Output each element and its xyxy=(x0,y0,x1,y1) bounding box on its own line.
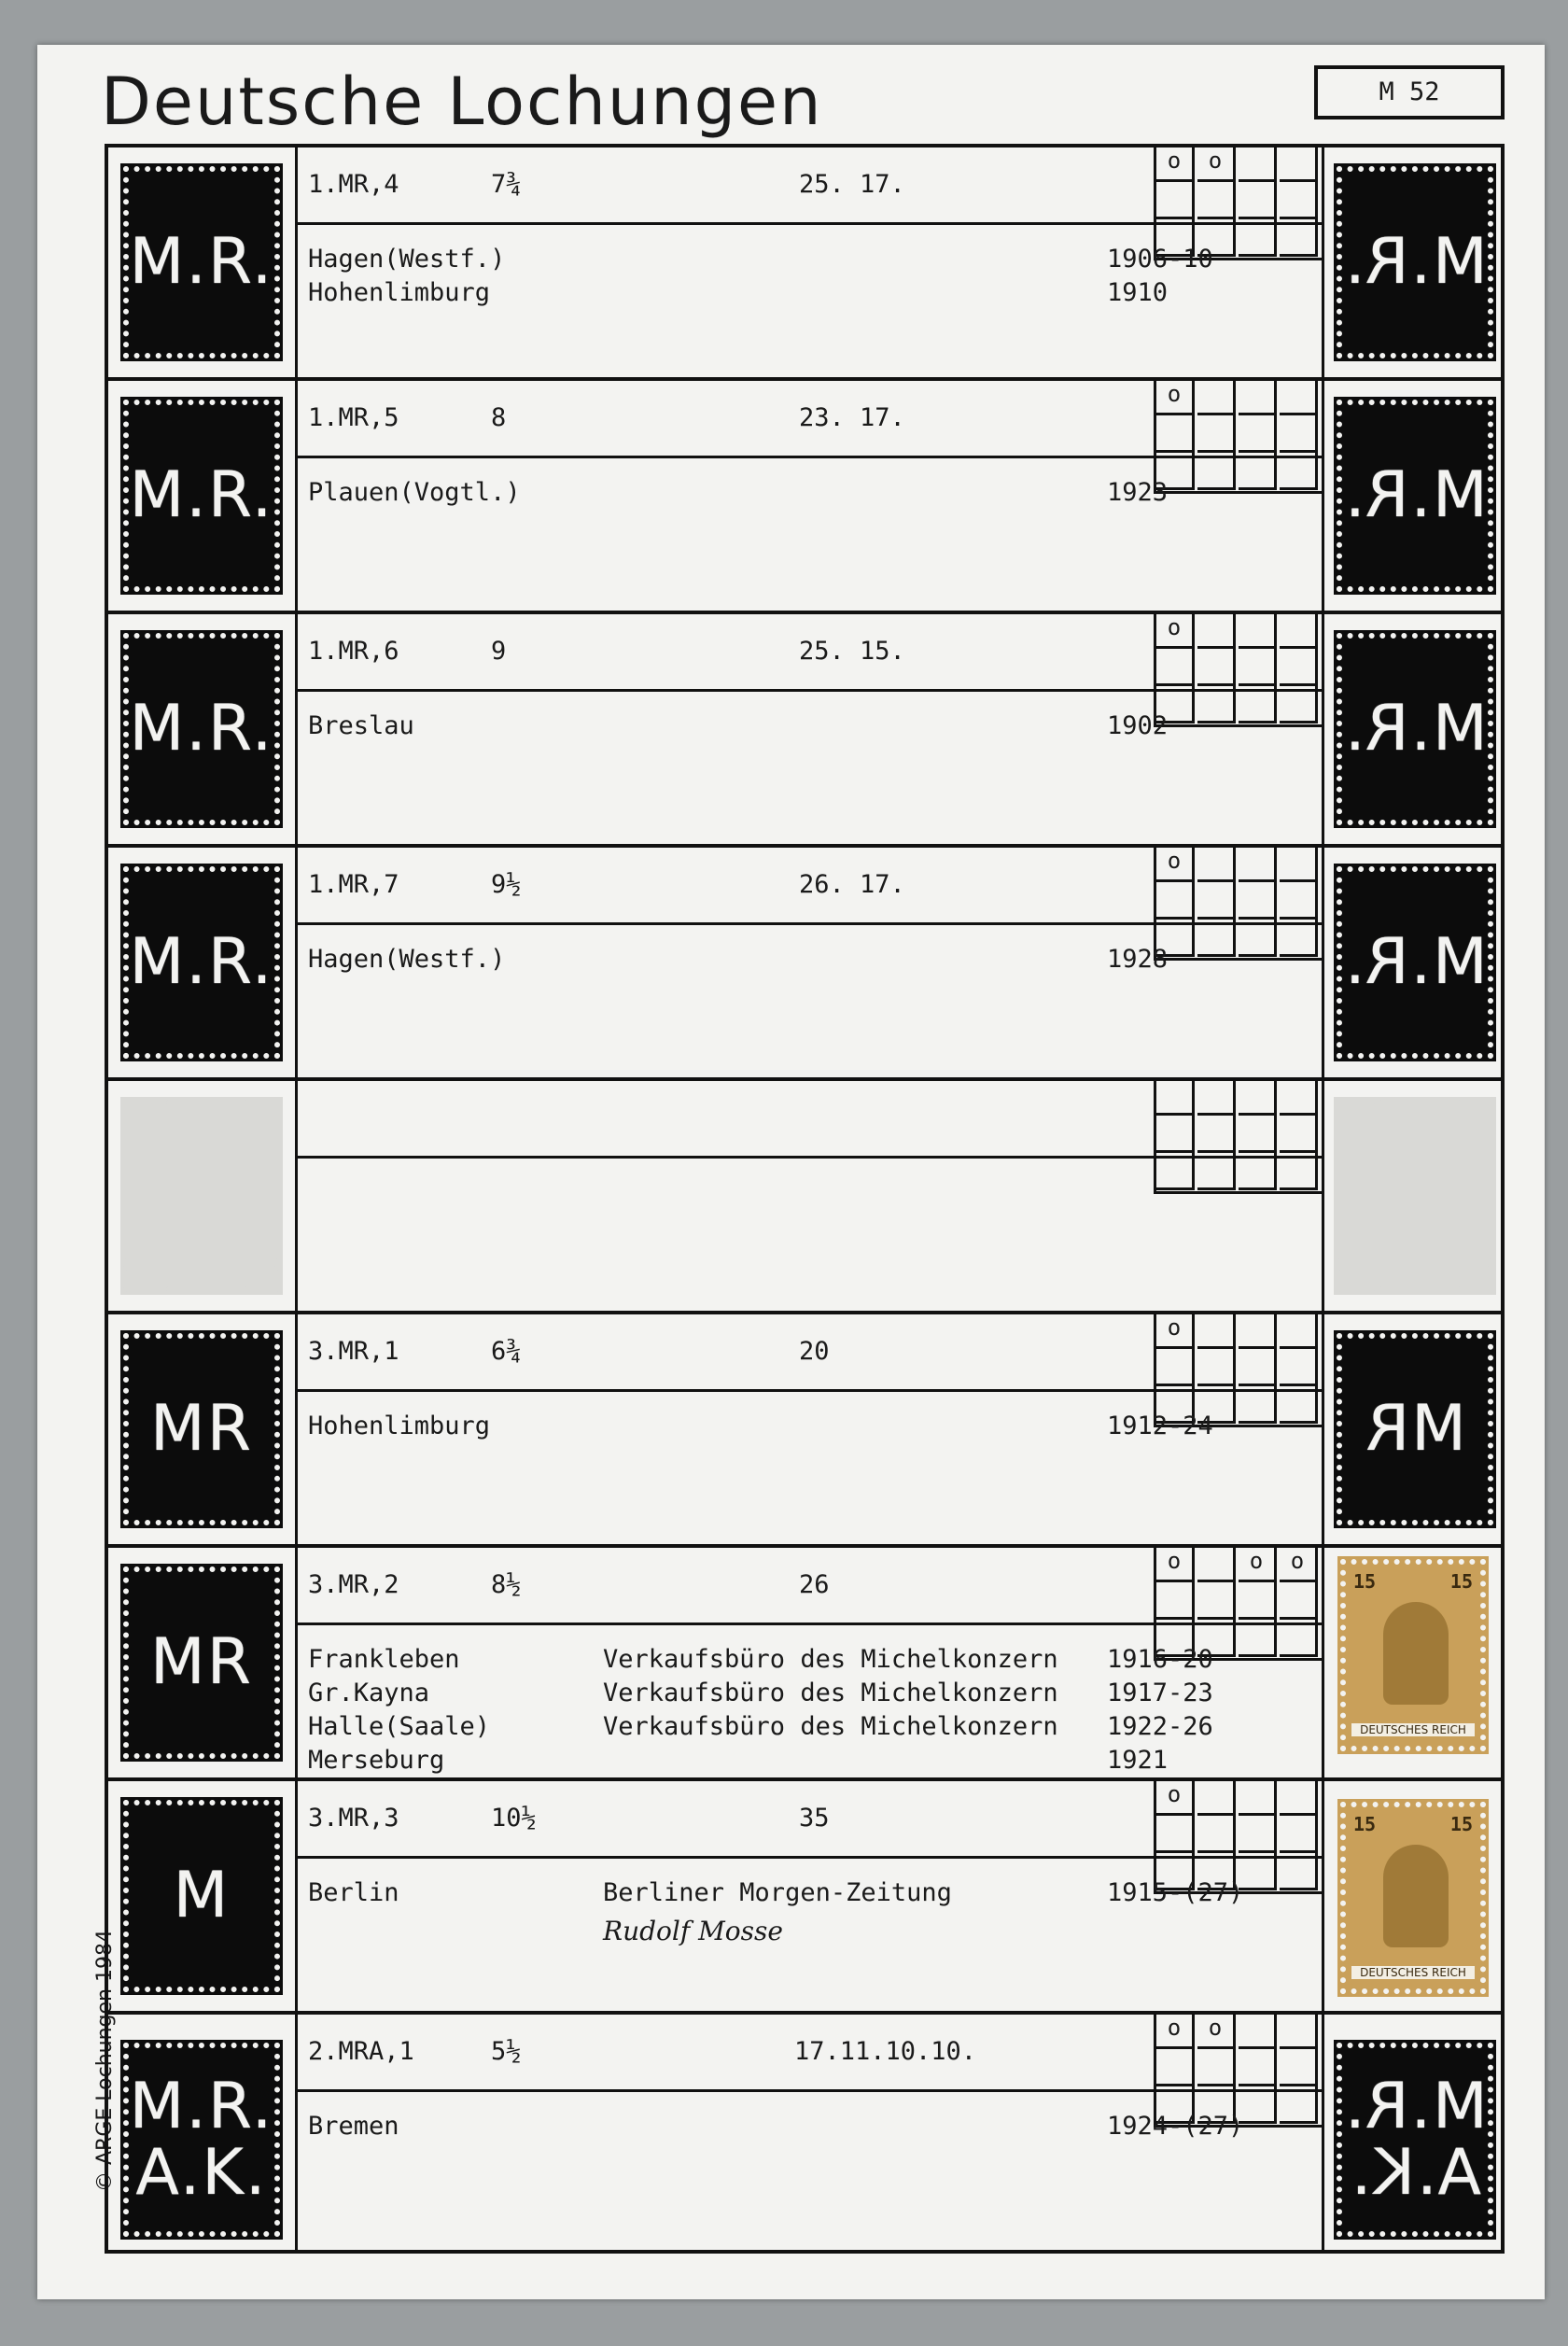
mark-cell xyxy=(1239,452,1277,490)
column-divider xyxy=(1322,2015,1324,2250)
mark-cell: o xyxy=(1197,144,1236,182)
mark-cell xyxy=(1239,648,1277,686)
mark-cell: o xyxy=(1156,1311,1195,1349)
place-years: 1906-10 xyxy=(1107,245,1213,274)
perfin-code: 3.MR,2 xyxy=(308,1570,399,1599)
page-number: M 52 xyxy=(1314,65,1505,119)
column-divider xyxy=(295,148,298,377)
mark-cell: o xyxy=(1156,844,1195,882)
mark-cell xyxy=(1280,685,1318,723)
mark-cell xyxy=(1156,648,1195,686)
mark-cell xyxy=(1280,1077,1318,1116)
table-row xyxy=(108,2015,1501,2250)
place-years: 1915-(27) xyxy=(1107,1878,1244,1907)
mark-cell xyxy=(1156,1152,1195,1190)
mark-cell xyxy=(1239,218,1277,257)
perfin-code: 1.MR,7 xyxy=(308,870,399,899)
place-firm: Verkaufsbüro des Michelkonzern xyxy=(603,1645,1058,1674)
perfin-code: 3.MR,3 xyxy=(308,1804,399,1833)
mark-cell xyxy=(1239,1311,1277,1349)
mark-cell xyxy=(1197,919,1236,957)
perfin-label: M.R. xyxy=(129,458,274,533)
place-town: Plauen(Vogtl.) xyxy=(308,478,521,507)
mark-cell xyxy=(1197,1311,1236,1349)
perfin-code: 1.MR,6 xyxy=(308,637,399,666)
stamp-inscription: DEUTSCHES REICH xyxy=(1351,1966,1475,1979)
mark-cell xyxy=(1197,1152,1236,1190)
table-row xyxy=(108,1314,1501,1548)
place-town: Hohenlimburg xyxy=(308,278,491,307)
mark-cell: o xyxy=(1239,1544,1277,1582)
mark-cell xyxy=(1239,881,1277,920)
place-years: 1916-20 xyxy=(1107,1645,1213,1674)
perfin-stamp-right xyxy=(1337,1333,1493,1525)
perfin-label: M.R. xyxy=(129,925,274,1000)
hole-count: 35 xyxy=(799,1804,830,1833)
mark-cell xyxy=(1280,919,1318,957)
mark-cell xyxy=(1280,648,1318,686)
album-page xyxy=(37,45,1545,2299)
place-years: 1922-26 xyxy=(1107,1712,1213,1741)
mark-cell xyxy=(1156,1581,1195,1620)
perfin-stamp-left xyxy=(123,1333,280,1525)
mark-cell xyxy=(1239,2048,1277,2086)
place-firm: Berliner Morgen-Zeitung xyxy=(603,1878,952,1907)
mark-cell xyxy=(1156,1815,1195,1853)
perfin-label: M.R. xyxy=(129,225,274,300)
perfin-label: M.R. xyxy=(129,692,274,766)
perfin-stamp-right xyxy=(1337,1100,1493,1292)
mark-cell: o xyxy=(1156,1544,1195,1582)
mark-cell xyxy=(1239,1581,1277,1620)
mark-cell: o xyxy=(1197,2011,1236,2049)
perfin-stamp-right xyxy=(1337,2043,1493,2237)
mark-cell xyxy=(1280,1152,1318,1190)
place-town: Hagen(Westf.) xyxy=(308,245,506,274)
table-row xyxy=(108,848,1501,1081)
stamp-inscription: DEUTSCHES REICH xyxy=(1351,1723,1475,1736)
place-years: 1924-(27) xyxy=(1107,2112,1244,2141)
mark-cell xyxy=(1280,881,1318,920)
mark-cell xyxy=(1280,377,1318,415)
mark-cell xyxy=(1197,414,1236,453)
mark-cell xyxy=(1197,377,1236,415)
mark-cell xyxy=(1280,218,1318,257)
perfin-code: 2.MRA,1 xyxy=(308,2037,414,2066)
table-row xyxy=(108,1781,1501,2015)
stamp-value: 15 xyxy=(1353,1570,1377,1593)
mark-cell xyxy=(1156,1115,1195,1153)
place-years: 1917-23 xyxy=(1107,1679,1213,1707)
hole-count: 26 xyxy=(799,1570,830,1599)
mark-cell xyxy=(1197,1777,1236,1816)
mark-cell xyxy=(1280,1348,1318,1386)
mark-cell xyxy=(1239,919,1277,957)
mark-cell: o xyxy=(1156,2011,1195,2049)
perfin-size: 8 xyxy=(491,403,507,432)
mark-cell xyxy=(1239,1777,1277,1816)
mark-cell xyxy=(1280,1115,1318,1153)
table-row xyxy=(108,148,1501,381)
mark-cell: o xyxy=(1156,611,1195,649)
perfin-label-mirrored: M.R. xyxy=(1342,225,1488,300)
mark-cell xyxy=(1239,181,1277,219)
perfin-stamp-left xyxy=(123,1566,280,1759)
hole-count: 17.11.10.10. xyxy=(794,2037,977,2066)
mark-cell xyxy=(1156,414,1195,453)
mark-cell xyxy=(1197,1815,1236,1853)
perfin-label-mirrored: MR xyxy=(1364,1392,1466,1467)
perfin-label-mirrored: M.R. xyxy=(1342,692,1488,766)
mark-cell xyxy=(1280,452,1318,490)
perfin-stamp-left xyxy=(123,166,280,358)
perfin-size: 5½ xyxy=(491,2037,522,2066)
column-divider xyxy=(1322,1081,1324,1311)
place-years: 1923 xyxy=(1107,478,1169,507)
place-town: Breslau xyxy=(308,711,414,740)
perfin-code: 3.MR,1 xyxy=(308,1337,399,1366)
mark-cell: o xyxy=(1156,1777,1195,1816)
place-years: 1910 xyxy=(1107,278,1169,307)
mark-cell xyxy=(1239,1815,1277,1853)
mark-cell xyxy=(1197,452,1236,490)
hole-count: 20 xyxy=(799,1337,830,1366)
mark-cell xyxy=(1280,2086,1318,2124)
column-divider xyxy=(1322,1314,1324,1544)
column-divider xyxy=(295,1314,298,1544)
mark-cell xyxy=(1197,181,1236,219)
mark-cell xyxy=(1197,881,1236,920)
mark-cell xyxy=(1280,144,1318,182)
mark-cell xyxy=(1280,2048,1318,2086)
mark-cell xyxy=(1280,611,1318,649)
mark-cell xyxy=(1197,648,1236,686)
mark-cell xyxy=(1280,1777,1318,1816)
mark-cell xyxy=(1156,881,1195,920)
mark-cell xyxy=(1280,2011,1318,2049)
mark-cell xyxy=(1197,844,1236,882)
mark-cell xyxy=(1280,844,1318,882)
place-years: 1902 xyxy=(1107,711,1169,740)
mark-cell xyxy=(1280,1619,1318,1657)
mark-cell xyxy=(1239,2011,1277,2049)
germania-figure xyxy=(1383,1845,1449,1947)
catalogue-marks-grid xyxy=(1154,611,1322,727)
place-town: Bremen xyxy=(308,2112,399,2141)
perfin-label: MR xyxy=(150,1625,253,1700)
perfin-size: 8½ xyxy=(491,1570,522,1599)
place-town: Hagen(Westf.) xyxy=(308,945,506,974)
mark-cell xyxy=(1239,611,1277,649)
stamp-value: 15 xyxy=(1449,1813,1473,1835)
mark-cell xyxy=(1239,2086,1277,2124)
catalogue-marks-grid xyxy=(1154,377,1322,494)
perfin-label: M xyxy=(173,1859,231,1933)
hole-count: 26. 17. xyxy=(799,870,905,899)
mark-cell xyxy=(1197,1544,1236,1582)
perfin-stamp-right xyxy=(1337,866,1493,1059)
mark-cell xyxy=(1239,377,1277,415)
column-divider xyxy=(295,2015,298,2250)
mark-cell xyxy=(1239,1077,1277,1116)
table-row xyxy=(108,614,1501,848)
mark-cell xyxy=(1197,1581,1236,1620)
perfin-code: 1.MR,4 xyxy=(308,170,399,199)
mark-cell xyxy=(1239,414,1277,453)
stamp-value: 15 xyxy=(1449,1570,1473,1593)
mark-cell xyxy=(1280,1815,1318,1853)
mark-cell xyxy=(1280,414,1318,453)
postage-stamp-image xyxy=(1340,1802,1486,1994)
hole-count: 25. 17. xyxy=(799,170,905,199)
place-town: Frankleben xyxy=(308,1645,460,1674)
place-town: Berlin xyxy=(308,1878,399,1907)
place-firm: Verkaufsbüro des Michelkonzern xyxy=(603,1712,1058,1741)
page-title: Deutsche Lochungen xyxy=(101,63,823,140)
perfin-size: 10½ xyxy=(491,1804,537,1833)
catalogue-marks-grid xyxy=(1154,1077,1322,1194)
mark-cell xyxy=(1156,1077,1195,1116)
place-town: Halle(Saale) xyxy=(308,1712,491,1741)
perfin-stamp-left xyxy=(123,2043,280,2237)
mark-cell xyxy=(1156,2048,1195,2086)
perfin-code: 1.MR,5 xyxy=(308,403,399,432)
mark-cell xyxy=(1156,1348,1195,1386)
mark-cell xyxy=(1239,1115,1277,1153)
column-divider xyxy=(1322,1548,1324,1777)
place-firm: Verkaufsbüro des Michelkonzern xyxy=(603,1679,1058,1707)
place-town: Gr.Kayna xyxy=(308,1679,430,1707)
stamp-value: 15 xyxy=(1353,1813,1377,1835)
mark-cell xyxy=(1239,685,1277,723)
mark-cell xyxy=(1280,1581,1318,1620)
column-divider xyxy=(1322,1781,1324,2011)
mark-cell xyxy=(1197,1077,1236,1116)
copyright-note: © ARGE Lochungen 1984 xyxy=(93,1930,117,2192)
mark-cell xyxy=(1280,1311,1318,1349)
postage-stamp-image xyxy=(1340,1559,1486,1751)
mark-cell xyxy=(1239,844,1277,882)
perfin-stamp-right xyxy=(1337,633,1493,825)
place-years: 1928 xyxy=(1107,945,1169,974)
catalogue-marks-grid xyxy=(1154,844,1322,961)
mark-cell xyxy=(1239,1852,1277,1890)
hole-count: 25. 15. xyxy=(799,637,905,666)
mark-cell xyxy=(1239,144,1277,182)
perfin-label: MR xyxy=(150,1392,253,1467)
table-row xyxy=(108,1548,1501,1781)
column-divider xyxy=(295,1548,298,1777)
mark-cell xyxy=(1156,181,1195,219)
perfin-label: M.R. A.K. xyxy=(129,2069,274,2210)
mark-cell: o xyxy=(1280,1544,1318,1582)
mark-cell: o xyxy=(1156,144,1195,182)
column-divider xyxy=(1322,381,1324,611)
mark-cell xyxy=(1280,1852,1318,1890)
mark-cell xyxy=(1280,181,1318,219)
column-divider xyxy=(295,381,298,611)
mark-cell xyxy=(1239,1348,1277,1386)
mark-cell xyxy=(1197,2048,1236,2086)
mark-cell xyxy=(1197,1348,1236,1386)
perfin-stamp-left xyxy=(123,1800,280,1992)
mark-cell: o xyxy=(1156,377,1195,415)
mark-cell xyxy=(1239,1152,1277,1190)
perfin-stamp-right xyxy=(1337,166,1493,358)
handwritten-note: Rudolf Mosse xyxy=(603,1916,783,1946)
mark-cell xyxy=(1197,685,1236,723)
table-row xyxy=(108,1081,1501,1314)
mark-cell xyxy=(1197,611,1236,649)
perfin-label-mirrored: M.R. xyxy=(1342,925,1488,1000)
perfin-size: 7¾ xyxy=(491,170,522,199)
mark-cell xyxy=(1280,1385,1318,1424)
column-divider xyxy=(1322,614,1324,844)
perfin-table xyxy=(105,144,1505,2254)
perfin-stamp-right xyxy=(1337,400,1493,592)
mark-cell xyxy=(1197,1115,1236,1153)
perfin-size: 6¾ xyxy=(491,1337,522,1366)
perfin-label-mirrored: M.R. xyxy=(1342,458,1488,533)
perfin-stamp-left xyxy=(123,866,280,1059)
column-divider xyxy=(295,848,298,1077)
perfin-size: 9 xyxy=(491,637,507,666)
place-years: 1912-24 xyxy=(1107,1412,1213,1440)
mark-cell xyxy=(1239,1619,1277,1657)
perfin-stamp-left xyxy=(123,1100,280,1292)
place-town: Hohenlimburg xyxy=(308,1412,491,1440)
table-row xyxy=(108,381,1501,614)
perfin-stamp-left xyxy=(123,633,280,825)
column-divider xyxy=(1322,848,1324,1077)
hole-count: 23. 17. xyxy=(799,403,905,432)
perfin-label-mirrored: M.R. A.K. xyxy=(1342,2069,1488,2210)
mark-cell xyxy=(1239,1385,1277,1424)
place-town: Merseburg xyxy=(308,1746,445,1775)
perfin-stamp-left xyxy=(123,400,280,592)
perfin-size: 9½ xyxy=(491,870,522,899)
germania-figure xyxy=(1383,1602,1449,1705)
column-divider xyxy=(295,1081,298,1311)
column-divider xyxy=(295,614,298,844)
place-years: 1921 xyxy=(1107,1746,1169,1775)
column-divider xyxy=(1322,148,1324,377)
column-divider xyxy=(295,1781,298,2011)
